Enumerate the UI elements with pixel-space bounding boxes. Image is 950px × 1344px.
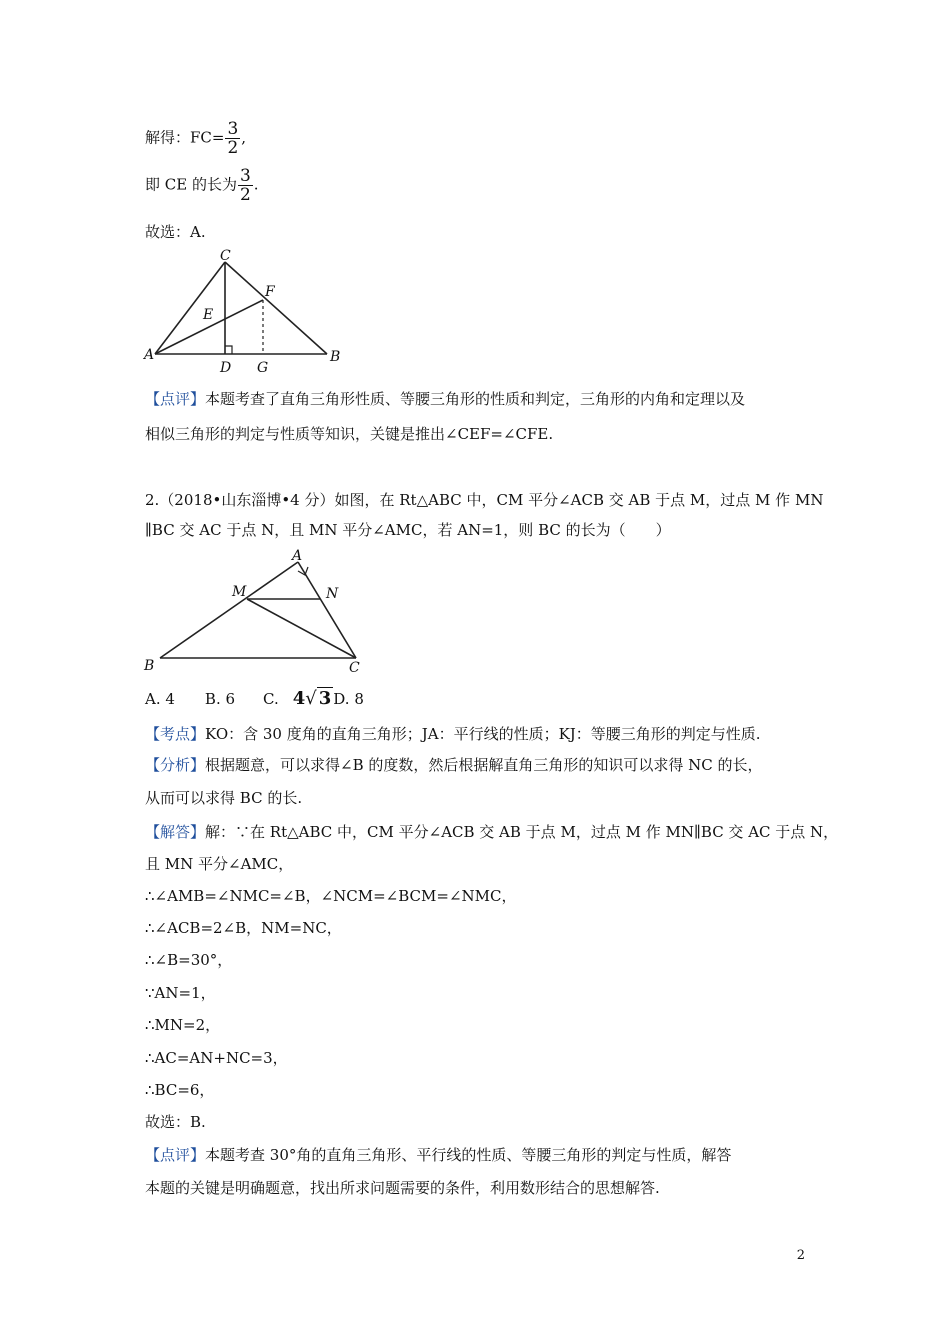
jieda-line-2: 且 MN 平分∠AMC， bbox=[145, 855, 294, 873]
fraction-three-halves: $\frac{3}{2}$ bbox=[227, 119, 239, 158]
jieda-step: 故选：B. bbox=[145, 1113, 206, 1131]
jieda-step: ∴BC=6， bbox=[145, 1081, 215, 1099]
jieda-step: ∴AC=AN+NC=3， bbox=[145, 1049, 288, 1067]
jieda-step: ∴∠AMB=∠NMC=∠B，∠NCM=∠BCM=∠NMC， bbox=[145, 887, 517, 905]
label-m: M bbox=[232, 584, 247, 600]
question-2-line-2: ∥BC 交 AC 于点 N，且 MN 平分∠AMC，若 AN=1，则 BC 的长为（ ） bbox=[145, 521, 671, 539]
review-1-line-1: 【点评】本题考查了直角三角形性质、等腰三角形的性质和判定，三角形的内角和定理以及 bbox=[145, 390, 746, 408]
label-g: G bbox=[257, 360, 269, 376]
kaodian-tag: 【考点】 bbox=[145, 725, 206, 743]
option-d: D. 8 bbox=[333, 690, 364, 708]
jieda-step: ∴∠B=30°， bbox=[145, 951, 233, 969]
fenxi-line-1: 【分析】根据题意，可以求得∠B 的度数，然后根据解直角三角形的知识可以求得 NC 的长， bbox=[145, 756, 763, 774]
review-1-line-2: 相似三角形的判定与性质等知识，关键是推出∠CEF=∠CFE. bbox=[145, 425, 554, 443]
fenxi-line-2: 从而可以求得 BC 的长. bbox=[145, 789, 303, 807]
kaodian-line: 【考点】KO：含 30 度角的直角三角形；JA：平行线的性质；KJ：等腰三角形的判定与性质. bbox=[145, 725, 761, 743]
label-c: C bbox=[220, 248, 231, 264]
label-b: B bbox=[144, 658, 155, 674]
triangle-figure-2 bbox=[140, 548, 370, 676]
label-e: E bbox=[203, 307, 214, 323]
solution-line-fc: 解得：FC= $\frac{3}{2}$ , bbox=[145, 119, 247, 158]
label-a: A bbox=[144, 347, 155, 363]
label-d: D bbox=[220, 360, 232, 376]
triangle-figure-1 bbox=[140, 248, 355, 376]
label-n: N bbox=[326, 586, 339, 602]
jieda-step: ∴∠ACB=2∠B，NM=NC， bbox=[145, 919, 342, 937]
page-number: 2 bbox=[796, 1248, 805, 1263]
review-tag: 【点评】 bbox=[145, 390, 206, 408]
jieda-step: ∵AN=1， bbox=[145, 984, 216, 1002]
question-2-line-1: 2.（2018•山东淄博•4 分）如图，在 Rt△ABC 中，CM 平分∠ACB 交 AB 于点 M，过点 M 作 MN bbox=[145, 491, 824, 509]
jieda-line-1: 【解答】解：∵在 Rt△ABC 中，CM 平分∠ACB 交 AB 于点 M，过点 M 作 MN∥BC 交 AC 于点 N， bbox=[145, 823, 839, 841]
label-a: A bbox=[292, 548, 303, 564]
option-b: B. 6 bbox=[204, 690, 236, 708]
solution-line-ce: 即 CE 的长为 $\frac{3}{2}$ . bbox=[145, 166, 259, 205]
solution-choice: 故选：A. bbox=[145, 223, 206, 241]
fraction-three-halves: $\frac{3}{2}$ bbox=[239, 166, 251, 205]
label-b: B bbox=[330, 349, 341, 365]
jieda-step: ∴MN=2， bbox=[145, 1016, 221, 1034]
label-c: C bbox=[349, 660, 360, 676]
review-2-line-2: 本题的关键是明确题意，找出所求问题需要的条件，利用数形结合的思想解答. bbox=[145, 1179, 660, 1197]
option-a: A. 4 bbox=[145, 690, 175, 708]
review-2-line-1: 【点评】本题考查 30°角的直角三角形、平行线的性质、等腰三角形的判定与性质，解答 bbox=[145, 1146, 732, 1164]
jieda-tag: 【解答】 bbox=[145, 823, 206, 841]
option-c-value: 4√ 3 bbox=[292, 688, 332, 709]
review-tag: 【点评】 bbox=[145, 1146, 206, 1164]
answer-options bbox=[145, 689, 364, 709]
fenxi-tag: 【分析】 bbox=[145, 756, 206, 774]
label-f: F bbox=[265, 284, 275, 300]
option-c: C. bbox=[263, 690, 279, 708]
